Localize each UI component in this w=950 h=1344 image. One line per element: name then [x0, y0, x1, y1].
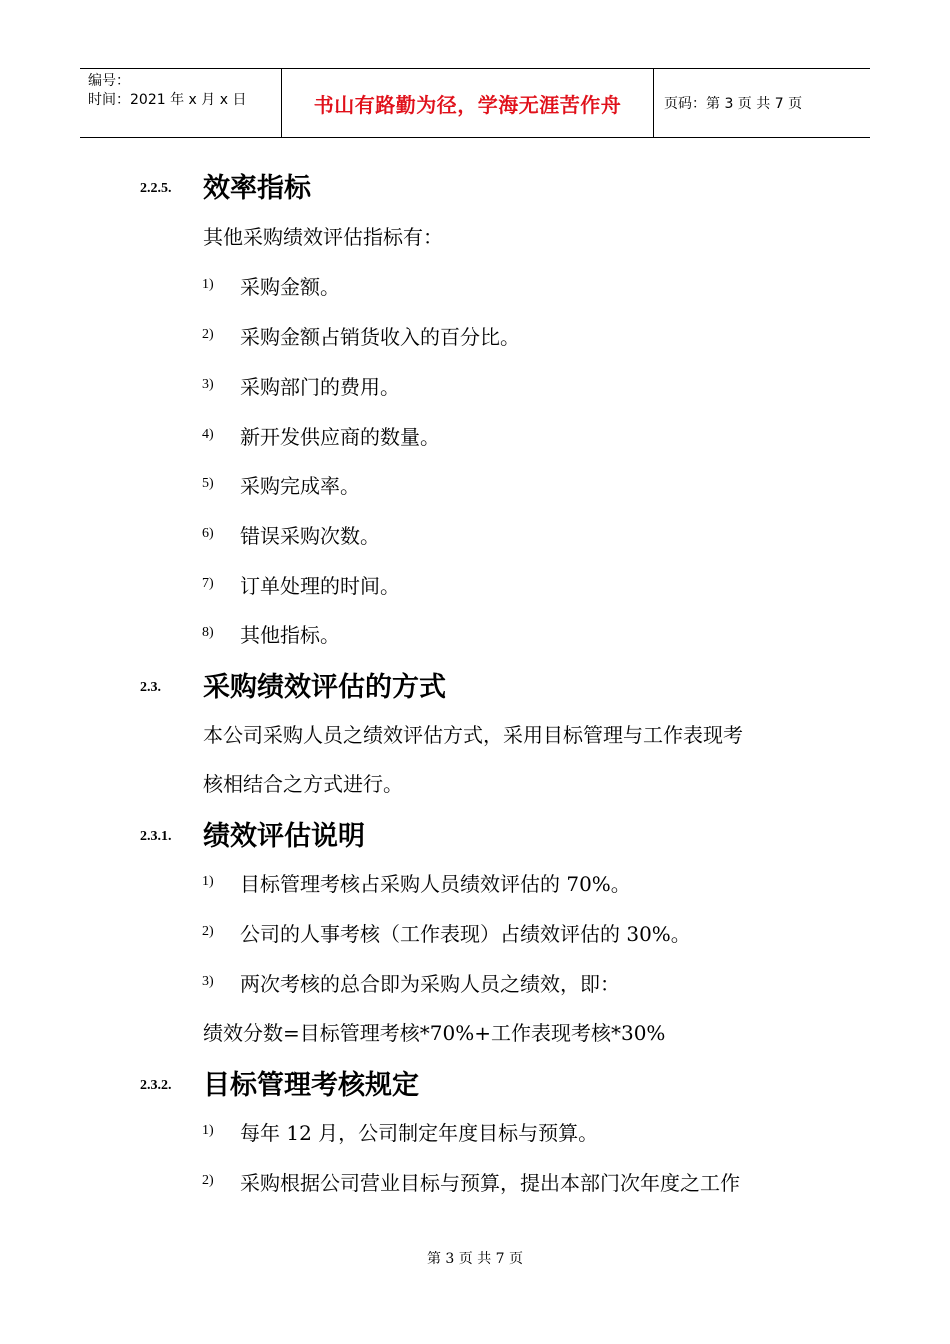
- paragraph-line: 本公司采购人员之绩效评估方式，采用目标管理与工作表现考: [203, 723, 743, 747]
- list-item-number: 1): [202, 277, 214, 292]
- list-item-number: 3): [202, 377, 214, 392]
- paragraph-line: 核相结合之方式进行。: [203, 772, 403, 796]
- list-item-text: 每年 12 月，公司制定年度目标与预算。: [240, 1121, 599, 1145]
- section-title: 采购绩效评估的方式: [203, 672, 446, 703]
- header-meta: [80, 69, 282, 137]
- list-item-text: 采购根据公司营业目标与预算，提出本部门次年度之工作: [240, 1171, 740, 1195]
- formula: 绩效分数=目标管理考核*70%+工作表现考核*30%: [203, 1021, 666, 1045]
- list-item-text: 采购金额。: [240, 275, 340, 299]
- header-page-number: 页码：第 3 页 共 7 页: [664, 96, 803, 112]
- page-footer: 第 3 页 共 7 页: [426, 1251, 524, 1267]
- list-item-text: 采购完成率。: [240, 474, 360, 498]
- section-number: 2.3.1.: [140, 829, 172, 844]
- list-item-text: 新开发供应商的数量。: [240, 425, 440, 449]
- list-item-number: 1): [202, 1123, 214, 1138]
- list-item-text: 采购金额占销货收入的百分比。: [240, 325, 520, 349]
- list-item-number: 5): [202, 476, 214, 491]
- section-title: 目标管理考核规定: [203, 1070, 419, 1101]
- paragraph: 其他采购绩效评估指标有：: [203, 225, 443, 249]
- section-number: 2.3.2.: [140, 1078, 172, 1093]
- document-time-label: 时间：2021 年 x 月 x 日: [88, 92, 247, 108]
- list-item-number: 3): [202, 974, 214, 989]
- document-code-label: 编号：: [88, 73, 130, 89]
- list-item-text: 目标管理考核占采购人员绩效评估的 70%。: [240, 872, 631, 896]
- list-item-number: 2): [202, 327, 214, 342]
- list-item-number: 6): [202, 526, 214, 541]
- list-item-text: 两次考核的总合即为采购人员之绩效，即：: [240, 972, 620, 996]
- list-item-number: 4): [202, 427, 214, 442]
- list-item-text: 采购部门的费用。: [240, 375, 400, 399]
- list-item-number: 1): [202, 874, 214, 889]
- list-item-number: 2): [202, 924, 214, 939]
- header-motto: 书山有路勤为径，学海无涯苦作舟: [282, 69, 654, 137]
- section-number: 2.2.5.: [140, 181, 172, 196]
- section-title: 效率指标: [203, 173, 311, 204]
- section-number: 2.3.: [140, 680, 161, 695]
- list-item-text: 公司的人事考核（工作表现）占绩效评估的 30%。: [240, 922, 691, 946]
- page-header: [80, 68, 870, 138]
- list-item-text: 错误采购次数。: [240, 524, 380, 548]
- list-item-number: 8): [202, 625, 214, 640]
- list-item-number: 7): [202, 576, 214, 591]
- section-title: 绩效评估说明: [203, 821, 365, 852]
- list-item-text: 其他指标。: [240, 623, 340, 647]
- list-item-text: 订单处理的时间。: [240, 574, 400, 598]
- list-item-number: 2): [202, 1173, 214, 1188]
